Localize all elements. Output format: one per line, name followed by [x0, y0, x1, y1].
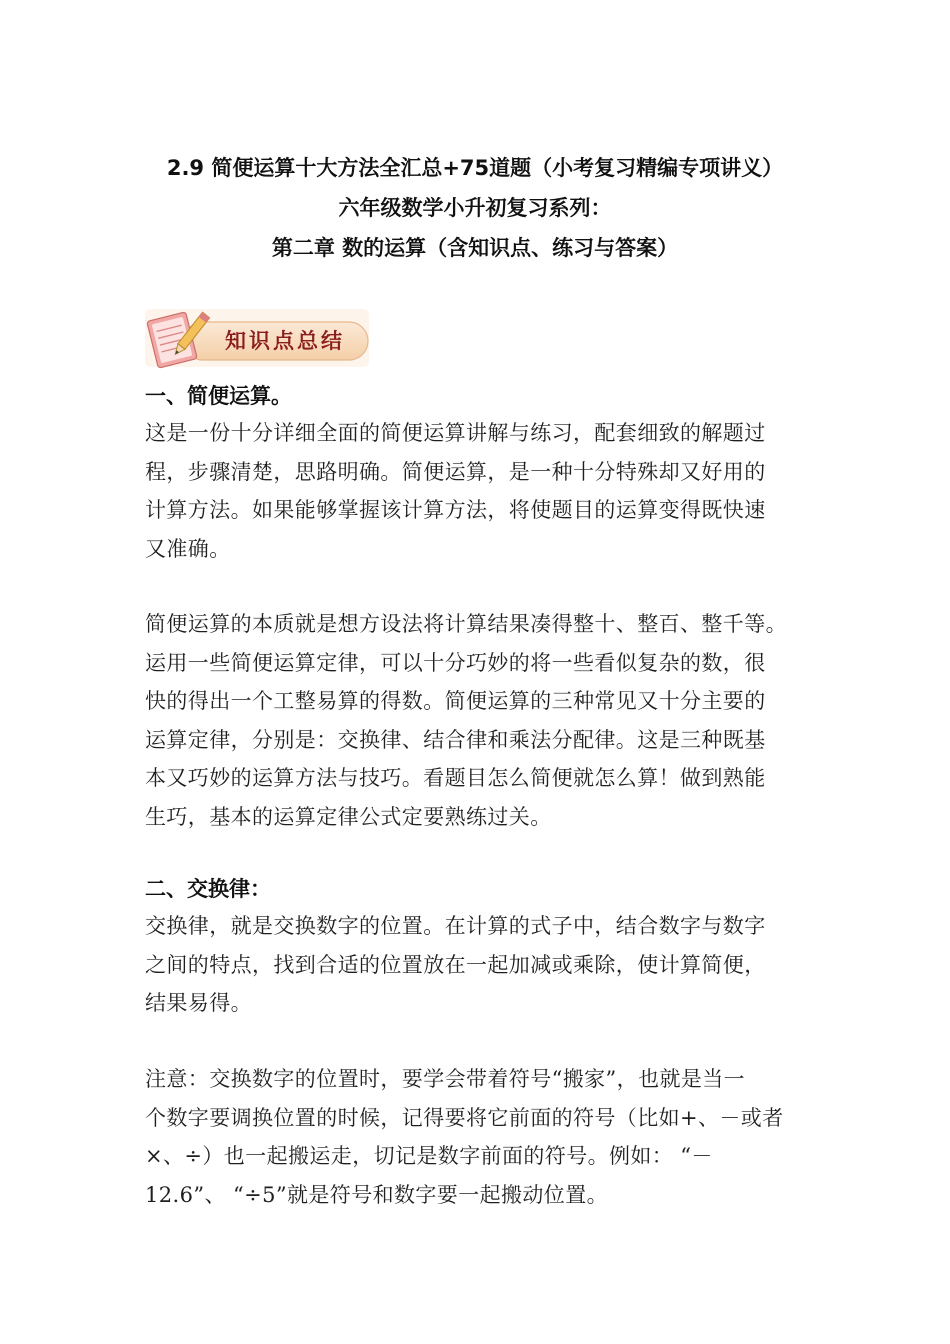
- paragraph-intro: [145, 414, 813, 568]
- text-line: 之间的特点，找到合适的位置放在一起加减或乘除，使计算简便，: [145, 952, 766, 977]
- text-line: 运算定律，分别是：交换律、结合律和乘法分配律。这是三种既基: [145, 727, 766, 752]
- text-line: 运用一些简便运算定律，可以十分巧妙的将一些看似复杂的数，很: [145, 650, 766, 675]
- text-line: 又准确。: [145, 536, 231, 561]
- text-line: 生巧，基本的运算定律公式定要熟练过关。: [145, 804, 552, 829]
- badge-label: 知识点总结: [225, 329, 345, 353]
- paragraph-commutative-note: [145, 1060, 813, 1214]
- text-line: 这是一份十分详细全面的简便运算讲解与练习，配套细致的解题过: [145, 421, 766, 445]
- section-heading-simple-calculation: 一、简便运算。: [145, 384, 292, 408]
- paragraph-essence: [145, 605, 813, 836]
- text-line: 本又巧妙的运算方法与技巧。看题目怎么简便就怎么算！做到熟能: [145, 766, 766, 790]
- text-line: 计算方法。如果能够掌握该计算方法，将使题目的运算变得既快速: [145, 498, 766, 522]
- knowledge-summary-badge: [144, 306, 370, 370]
- text-line: 12.6”、 “÷5”就是符号和数字要一起搬动位置。: [145, 1182, 608, 1207]
- text-line: 快的得出一个工整易算的得数。简便运算的三种常见又十分主要的: [145, 689, 766, 713]
- text-line: 简便运算的本质就是想方设法将计算结果凑得整十、整百、整千等。: [145, 612, 787, 636]
- text-line: 注意：交换数字的位置时，要学会带着符号“搬家”，也就是当一: [145, 1067, 746, 1091]
- text-line: 结果易得。: [145, 991, 252, 1015]
- text-line: 交换律，就是交换数字的位置。在计算的式子中，结合数字与数字: [145, 914, 766, 938]
- text-line: 个数字要调换位置的时候，记得要将它前面的符号（比如+、－或者: [145, 1105, 784, 1130]
- text-line: 程，步骤清楚，思路明确。简便运算，是一种十分特殊却又好用的: [145, 459, 766, 484]
- text-line: ×、÷）也一起搬运走，切记是数字前面的符号。例如： “－: [145, 1144, 713, 1168]
- section-heading-commutative-law: 二、交换律：: [145, 877, 271, 901]
- title-block: [0, 148, 950, 268]
- chapter-subtitle: 第二章 数的运算（含知识点、练习与答案）: [271, 236, 679, 260]
- paragraph-commutative-definition: [145, 907, 813, 1023]
- series-subtitle: 六年级数学小升初复习系列：: [338, 196, 612, 220]
- document-title: 2.9 简便运算十大方法全汇总+75道题（小考复习精编专项讲义）: [166, 156, 784, 180]
